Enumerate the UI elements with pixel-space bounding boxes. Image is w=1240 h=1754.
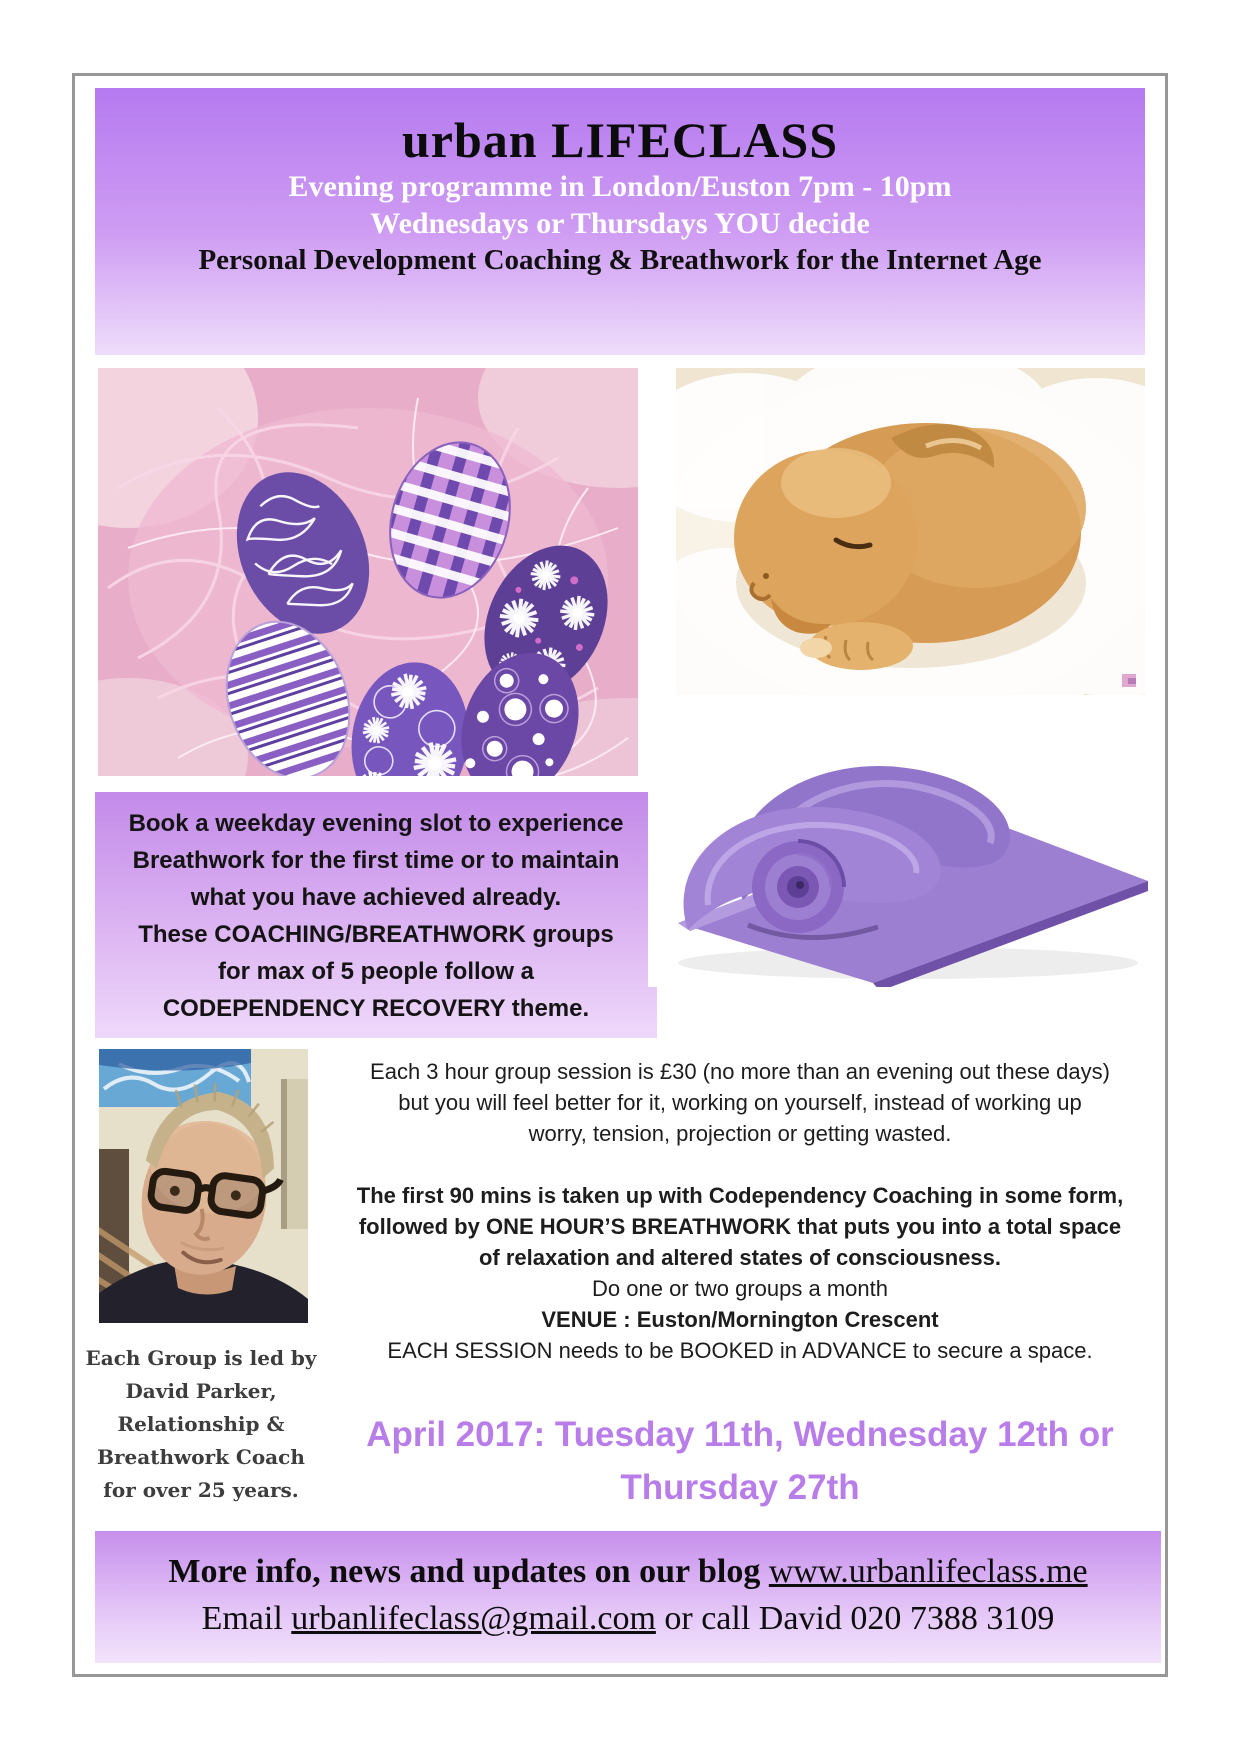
pricing-line: but you will feel better for it, working on yourself, instead of working up [398,1090,1082,1115]
pricing-line: Each 3 hour group session is £30 (no more than an evening out these days) [370,1059,1110,1084]
header-subtitle-programme: Evening programme in London/Euston 7pm - 10pm [288,170,952,203]
page-title: urban LIFECLASS [402,112,838,168]
caption-line: Breathwork Coach [97,1445,305,1469]
promo-text-box [95,792,657,1038]
session-info-line: of relaxation and altered states of consciousness. [478,1245,1002,1270]
main-text-column [318,1056,1162,1366]
paragraph-gap [318,1149,1162,1180]
header-subtitle-days: Wednesdays or Thursdays YOU decide [370,207,870,240]
header-subtitle-tagline: Personal Development Coaching & Breathwork for the Internet Age [198,244,1042,276]
footer-phone-text: or call David 020 7388 3109 [655,1600,1055,1637]
caption-line: for over 25 years. [103,1478,299,1502]
dates-heading [318,1408,1162,1514]
promo-line: Book a weekday evening slot to experience [128,810,624,837]
caption-line: David Parker, [125,1379,277,1403]
venue-line: VENUE : Euston/Mornington Crescent [541,1307,939,1332]
header-banner [95,88,1145,355]
frequency-line: Do one or two groups a month [592,1276,888,1301]
footer-line-1 [95,1548,1161,1595]
email-link[interactable]: urbanlifeclass@gmail.com [291,1600,656,1637]
footer-blog-text: More info, news and updates on our blog [168,1553,769,1590]
sleeping-bunny-image [676,368,1145,697]
promo-line: CODEPENDENCY RECOVERY theme. [162,995,590,1022]
caption-line: Each Group is led by [85,1346,317,1370]
easter-eggs-image [98,368,638,776]
footer-banner [95,1531,1161,1663]
promo-line: what you have achieved already. [190,884,562,911]
dates-line-1: April 2017: Tuesday 11th, Wednesday 12th or [366,1415,1114,1454]
session-info-line: The first 90 mins is taken up with Codependency Coaching in some form, [356,1183,1124,1208]
promo-line: for max of 5 people follow a [217,958,535,985]
promo-line: Breathwork for the first time or to maintain [132,847,620,874]
caption-line: Relationship & [117,1412,285,1436]
coach-photo [99,1049,308,1323]
pricing-line: worry, tension, projection or getting wasted. [528,1121,952,1146]
booking-line: EACH SESSION needs to be BOOKED in ADVANCE to secure a space. [387,1338,1093,1363]
dates-line-2: Thursday 27th [620,1468,860,1507]
promo-line: These COACHING/BREATHWORK groups [138,921,614,948]
blog-link[interactable]: www.urbanlifeclass.me [768,1553,1088,1590]
footer-line-2 [95,1595,1161,1642]
session-info-line: followed by ONE HOUR’S BREATHWORK that puts you into a total space [358,1214,1122,1239]
footer-email-label: Email [201,1600,292,1637]
yoga-mat-image [648,695,1158,987]
coach-caption [70,1342,332,1507]
